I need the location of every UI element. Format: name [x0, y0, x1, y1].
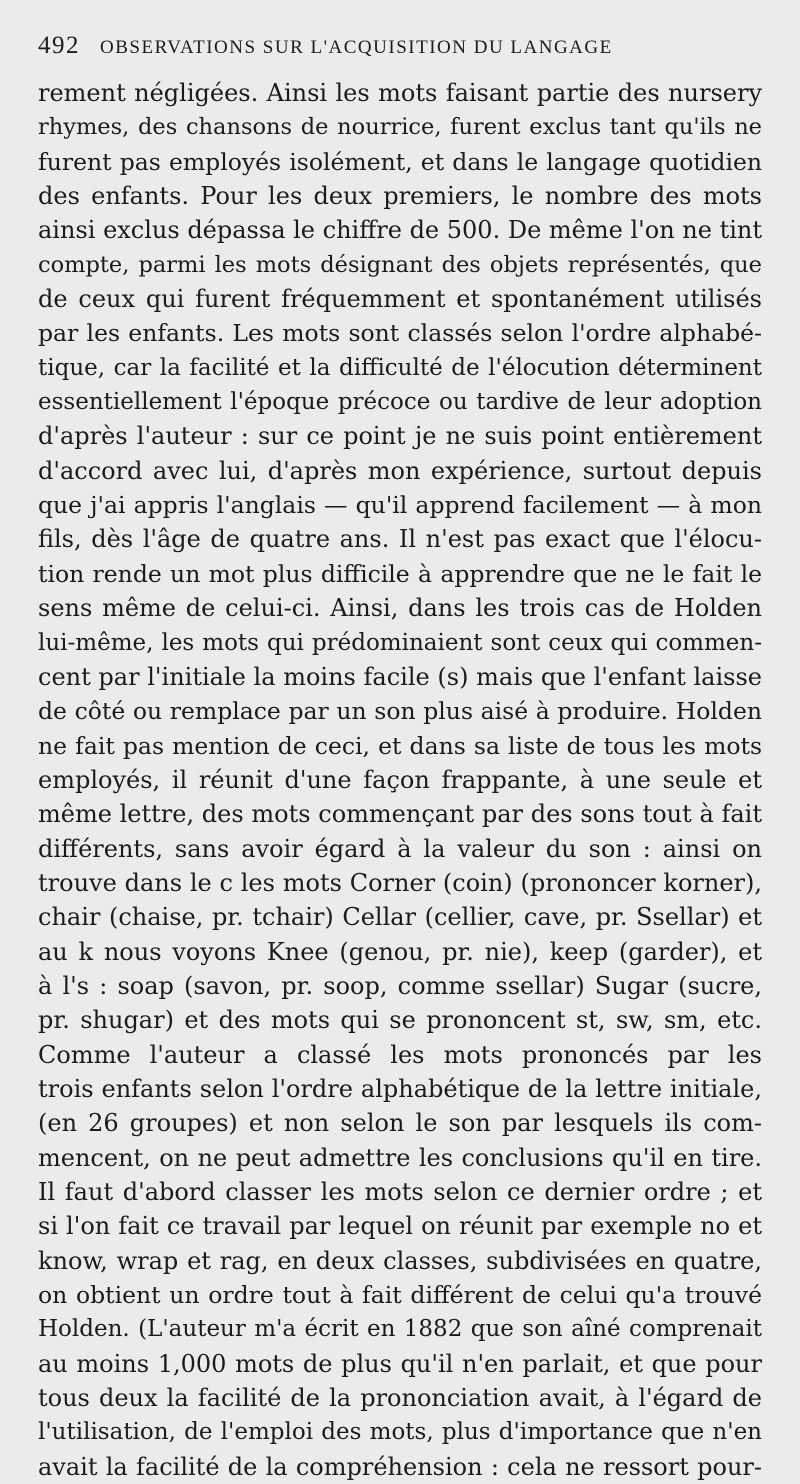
page-number: 492: [38, 32, 80, 59]
text-line: know, wrap et rag, en deux classes, subdivisées en quatre,: [38, 1246, 762, 1275]
text-line: d'après l'auteur : sur ce point je ne suis point entièrement: [38, 422, 762, 451]
text-line: au k nous voyons Knee (genou, pr. nie), keep (garder), et: [38, 937, 762, 966]
text-line: rhymes, des chansons de nourrice, furent exclus tant qu'ils ne: [38, 114, 762, 141]
text-line: tique, car la facilité et la difficulté de l'élocution déterminent: [38, 354, 762, 381]
text-line: ne fait pas mention de ceci, et dans sa liste de tous les mots: [38, 731, 762, 760]
body-text: [38, 76, 762, 1484]
text-line: sens même de celui-ci. Ainsi, dans les trois cas de Holden: [38, 594, 762, 623]
text-line: Holden. (L'auteur m'a écrit en 1882 que son aîné comprenait: [38, 1316, 762, 1343]
text-line: Il faut d'abord classer les mots selon ce dernier ordre ; et: [38, 1178, 762, 1206]
text-line: par les enfants. Les mots sont classés selon l'ordre alphabé-: [38, 319, 762, 348]
text-line: de ceux qui furent fréquemment et spontanément utilisés: [38, 285, 762, 314]
text-line: tous deux la facilité de la prononciation avait, à l'égard de: [38, 1384, 762, 1413]
text-line: furent pas employés isolément, et dans le langage quotidien: [38, 147, 762, 176]
text-line: ainsi exclus dépassa le chiffre de 500. De même l'on ne tint: [38, 216, 762, 245]
text-line: lui-même, les mots qui prédominaient sont ceux qui commen-: [38, 629, 762, 656]
text-line: trois enfants selon l'ordre alphabétique de la lettre initiale,: [38, 1074, 762, 1103]
text-line: employés, il réunit d'une façon frappante, à une seule et: [38, 765, 762, 794]
text-line: différents, sans avoir égard à la valeur du son : ainsi on: [38, 834, 762, 863]
text-line: cent par l'initiale la moins facile (s) mais que l'enfant laisse: [38, 662, 762, 691]
text-line: que j'ai appris l'anglais — qu'il apprend facilement — à mon: [38, 491, 762, 520]
text-line: à l's : soap (savon, pr. soop, comme ssellar) Sugar (sucre,: [38, 971, 762, 1000]
running-head: [38, 32, 762, 76]
text-line: on obtient un ordre tout à fait différent de celui qu'a trouvé: [38, 1281, 762, 1310]
text-line: Comme l'auteur a classé les mots prononcés par les: [38, 1040, 762, 1069]
text-line: tion rende un mot plus difficile à apprendre que ne le fait le: [38, 559, 762, 588]
text-line: avait la facilité de la compréhension : cela ne ressort pour-: [38, 1452, 762, 1481]
text-line: trouve dans le c les mots Corner (coin) (prononcer korner),: [38, 868, 762, 897]
text-line: si l'on fait ce travail par lequel on réunit par exemple no et: [38, 1212, 762, 1241]
text-line: l'utilisation, de l'emploi des mots, plus d'importance que n'en: [38, 1419, 762, 1446]
text-line: même lettre, des mots commençant par des sons tout à fait: [38, 800, 762, 829]
running-title: OBSERVATIONS SUR L'ACQUISITION DU LANGAGE: [100, 37, 613, 58]
text-line: fils, dès l'âge de quatre ans. Il n'est pas exact que l'élocu-: [38, 525, 762, 554]
text-line: chair (chaise, pr. tchair) Cellar (cellier, cave, pr. Ssellar) et: [38, 903, 762, 932]
text-line: compte, parmi les mots désignant des objets représentés, que: [38, 251, 762, 278]
text-line: pr. shugar) et des mots qui se prononcent st, sw, sm, etc.: [38, 1006, 762, 1035]
text-line: des enfants. Pour les deux premiers, le nombre des mots: [38, 182, 762, 211]
text-line: de côté ou remplace par un son plus aisé à produire. Holden: [38, 697, 762, 726]
text-line: essentiellement l'époque précoce ou tardive de leur adoption: [38, 389, 762, 416]
text-line: d'accord avec lui, d'après mon expérience, surtout depuis: [38, 456, 762, 485]
text-line: rement négligées. Ainsi les mots faisant partie des nursery: [38, 79, 762, 107]
text-line: (en 26 groupes) et non selon le son par lesquels ils com-: [38, 1109, 762, 1138]
text-line: au moins 1,000 mots de plus qu'il n'en parlait, et que pour: [38, 1349, 762, 1378]
text-line: mencent, on ne peut admettre les conclusions qu'il en tire.: [38, 1143, 762, 1172]
